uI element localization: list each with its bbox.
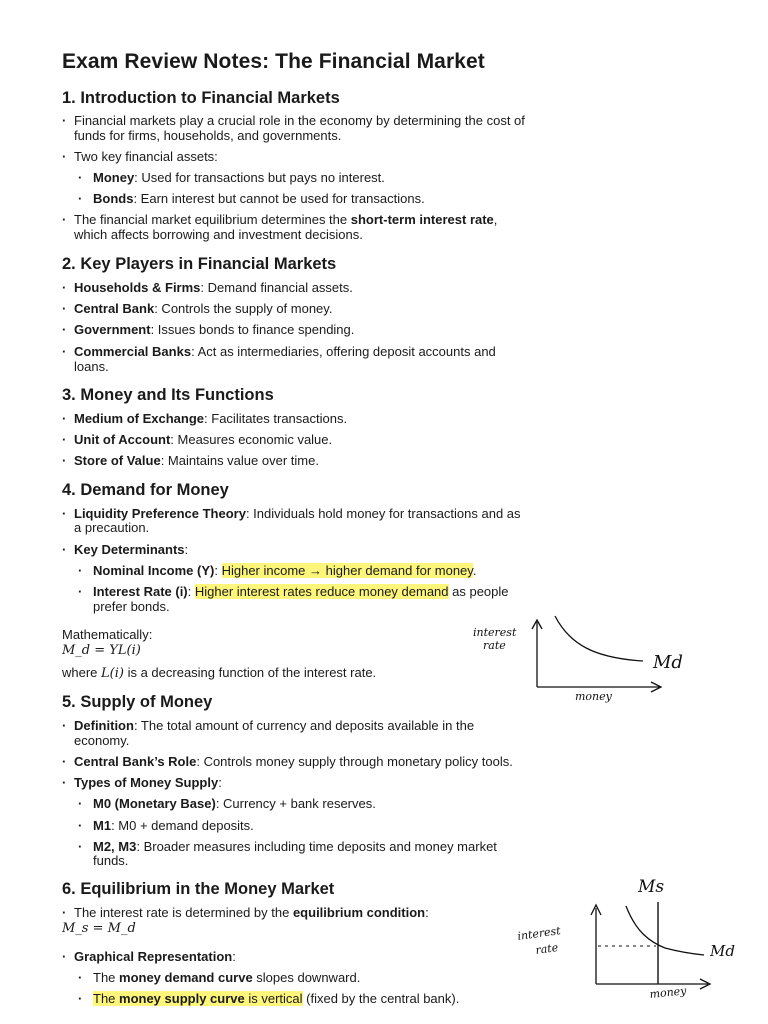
math-label: Mathematically: [62,627,153,642]
s5-sub-bullet-m1: · [78,818,83,833]
text: is vertical [244,991,303,1006]
term: equilibrium condition [292,905,426,920]
s5-bullet-2: · [62,754,67,769]
term: Central Bank [74,301,155,316]
highlight: Higher interest rates reduce money demand [194,584,449,599]
s1-bullet-2: · [62,149,67,164]
section-3-heading: 3. Money and Its Functions [62,386,274,404]
term: Money [93,170,135,185]
desc: : Facilitates transactions. [204,411,348,426]
x-label: money [575,690,612,703]
text: : [425,905,429,920]
equilibrium-sketch [510,872,760,1012]
text: : [187,584,195,599]
s6-bullet-2-text [74,949,236,964]
s3-bullet-3-text [74,453,319,468]
desc: : Currency + bank reserves. [215,796,376,811]
text: The interest rate is determined by the [74,905,293,920]
x-label: money [648,984,687,1001]
term: Nominal Income (Y) [93,563,215,578]
s1-sub-bullet-bonds: · [78,191,83,206]
desc: : [218,775,222,790]
text: where [62,665,102,680]
equilibrium-equation: M_s = M_d [62,921,136,936]
text: is a decreasing function of the interest rate. [123,665,377,680]
s6-sub-bullet-supply: · [78,991,83,1006]
desc: : M0 + demand deposits. [111,818,254,833]
y-label-1: interest [473,626,517,639]
s4-bullet-1-text [74,506,521,521]
math: L(i) [101,666,124,681]
s5-sub-bullet-m2m3-text [93,839,497,854]
s2-bullet-3: · [62,322,67,337]
section-2-heading: 2. Key Players in Financial Markets [62,255,337,273]
term: Key Determinants [74,542,185,557]
section-1-heading: 1. Introduction to Financial Markets [62,89,340,107]
s4-sub-bullet-income: · [78,563,83,578]
s3-bullet-3: · [62,453,67,468]
s5-bullet-3-text [74,775,222,790]
term: money supply curve [119,991,245,1006]
s5-sub-bullet-m2m3: · [78,839,83,854]
s1-bullet-3: · [62,212,67,227]
s5-bullet-1-text [74,718,474,733]
text: : [214,563,222,578]
s1-bullet-3-text [74,212,497,227]
s2-bullet-1-text [74,280,353,295]
money-demand-curve [555,616,643,661]
term: Central Bank’s Role [74,754,197,769]
s2-bullet-4-text-cont: loans. [74,359,109,374]
s1-bullet-1-text-cont: funds for firms, households, and governments. [74,128,342,143]
term: short-term interest rate [350,212,494,227]
term: Commercial Banks [74,344,192,359]
s5-bullet-1-text-cont: economy. [74,733,130,748]
term: Store of Value [74,453,161,468]
text: , [493,212,498,227]
text: The [93,970,120,985]
s1-bullet-1-text: Financial markets play a crucial role in the economy by determining the cost of [74,113,525,128]
s4-bullet-1-text-cont: a precaution. [74,520,150,535]
money-demand-equation: M_d = YL(i) [62,643,141,658]
s5-sub-bullet-m0: · [78,796,83,811]
section-4-heading: 4. Demand for Money [62,481,229,499]
s3-bullet-2: · [62,432,67,447]
term: M1 [93,818,112,833]
text: (fixed by the central bank). [302,991,460,1006]
term: Bonds [93,191,134,206]
page-title: Exam Review Notes: The Financial Market [62,50,485,73]
s2-bullet-3-text [74,322,354,337]
desc: : [232,949,236,964]
desc: : Demand financial assets. [200,280,353,295]
money-demand-sketch [465,610,715,705]
term: Households & Firms [74,280,201,295]
term: Definition [74,718,134,733]
s1-sub-bullet-bonds-text [93,191,425,206]
y-label-1: interest [516,924,562,943]
where-line [62,665,376,681]
curve-label: Md [653,652,683,673]
desc: : Earn interest but cannot be used for transactions. [133,191,425,206]
s4-bullet-2-text [74,542,188,557]
s1-bullet-3-text-cont: which affects borrowing and investment decisions. [74,227,363,242]
text: as people [448,584,509,599]
s6-sub-bullet-supply-text [93,991,459,1006]
y-label-2: rate [483,639,506,652]
s2-bullet-2-text [74,301,332,316]
s4-bullet-2: · [62,542,67,557]
highlight: Higher income → higher demand for money [221,563,473,578]
text: slopes downward. [252,970,361,985]
term: Government [74,322,151,337]
text: The financial market equilibrium determines the [74,212,351,227]
s5-bullet-2-text [74,754,513,769]
demand-label: Md [710,942,735,960]
s3-bullet-2-text [74,432,332,447]
term: Liquidity Preference Theory [74,506,246,521]
desc: : The total amount of currency and deposits available in the [133,718,475,733]
term: money demand curve [119,970,253,985]
term: Medium of Exchange [74,411,205,426]
desc: : Individuals hold money for transactions and as [245,506,521,521]
s3-bullet-1-text [74,411,347,426]
desc: : Controls money supply through monetary policy tools. [196,754,513,769]
s6-bullet-1-text [74,905,429,920]
text: . [472,563,477,578]
s6-bullet-1: · [62,905,67,920]
term: Graphical Representation [74,949,233,964]
s5-sub-bullet-m0-text [93,796,376,811]
s5-sub-bullet-m1-text [93,818,254,833]
s4-bullet-1: · [62,506,67,521]
desc: : Act as intermediaries, offering deposit accounts and [191,344,496,359]
s6-sub-bullet-demand-text [93,970,360,985]
s1-bullet-2-text: Two key financial assets: [74,149,218,164]
term: Interest Rate (i) [93,584,188,599]
term: Unit of Account [74,432,171,447]
highlight [93,991,303,1006]
s5-bullet-1: · [62,718,67,733]
s2-bullet-2: · [62,301,67,316]
s4-sub-bullet-interest-text [93,584,509,599]
s4-sub-bullet-income-text [93,563,476,578]
s2-bullet-4-text [74,344,496,359]
desc: : Used for transactions but pays no interest. [134,170,385,185]
s4-sub-bullet-interest-text-cont: prefer bonds. [93,599,170,614]
term: M0 (Monetary Base) [93,796,216,811]
term: M2, M3 [93,839,137,854]
y-label-2: rate [534,940,559,957]
s6-bullet-2: · [62,949,67,964]
desc: : [184,542,189,557]
s1-bullet-1: · [62,113,67,128]
money-demand-curve [626,906,704,955]
desc: : Measures economic value. [170,432,333,447]
s6-sub-bullet-demand: · [78,970,83,985]
s1-sub-bullet-money-text [93,170,385,185]
s1-sub-bullet-money: · [78,170,83,185]
s2-bullet-1: · [62,280,67,295]
text: The [93,991,120,1006]
s2-bullet-4: · [62,344,67,359]
s5-sub-bullet-m2m3-text-cont: funds. [93,853,129,868]
desc: : Controls the supply of money. [154,301,333,316]
desc: : Broader measures including time deposits and money market [136,839,497,854]
desc: : Issues bonds to finance spending. [150,322,355,337]
s3-bullet-1: · [62,411,67,426]
s4-sub-bullet-interest: · [78,584,83,599]
section-6-heading: 6. Equilibrium in the Money Market [62,880,335,898]
term: Types of Money Supply [74,775,219,790]
section-5-heading: 5. Supply of Money [62,693,213,711]
supply-label: Ms [638,877,665,897]
s5-bullet-3: · [62,775,67,790]
desc: : Maintains value over time. [160,453,319,468]
